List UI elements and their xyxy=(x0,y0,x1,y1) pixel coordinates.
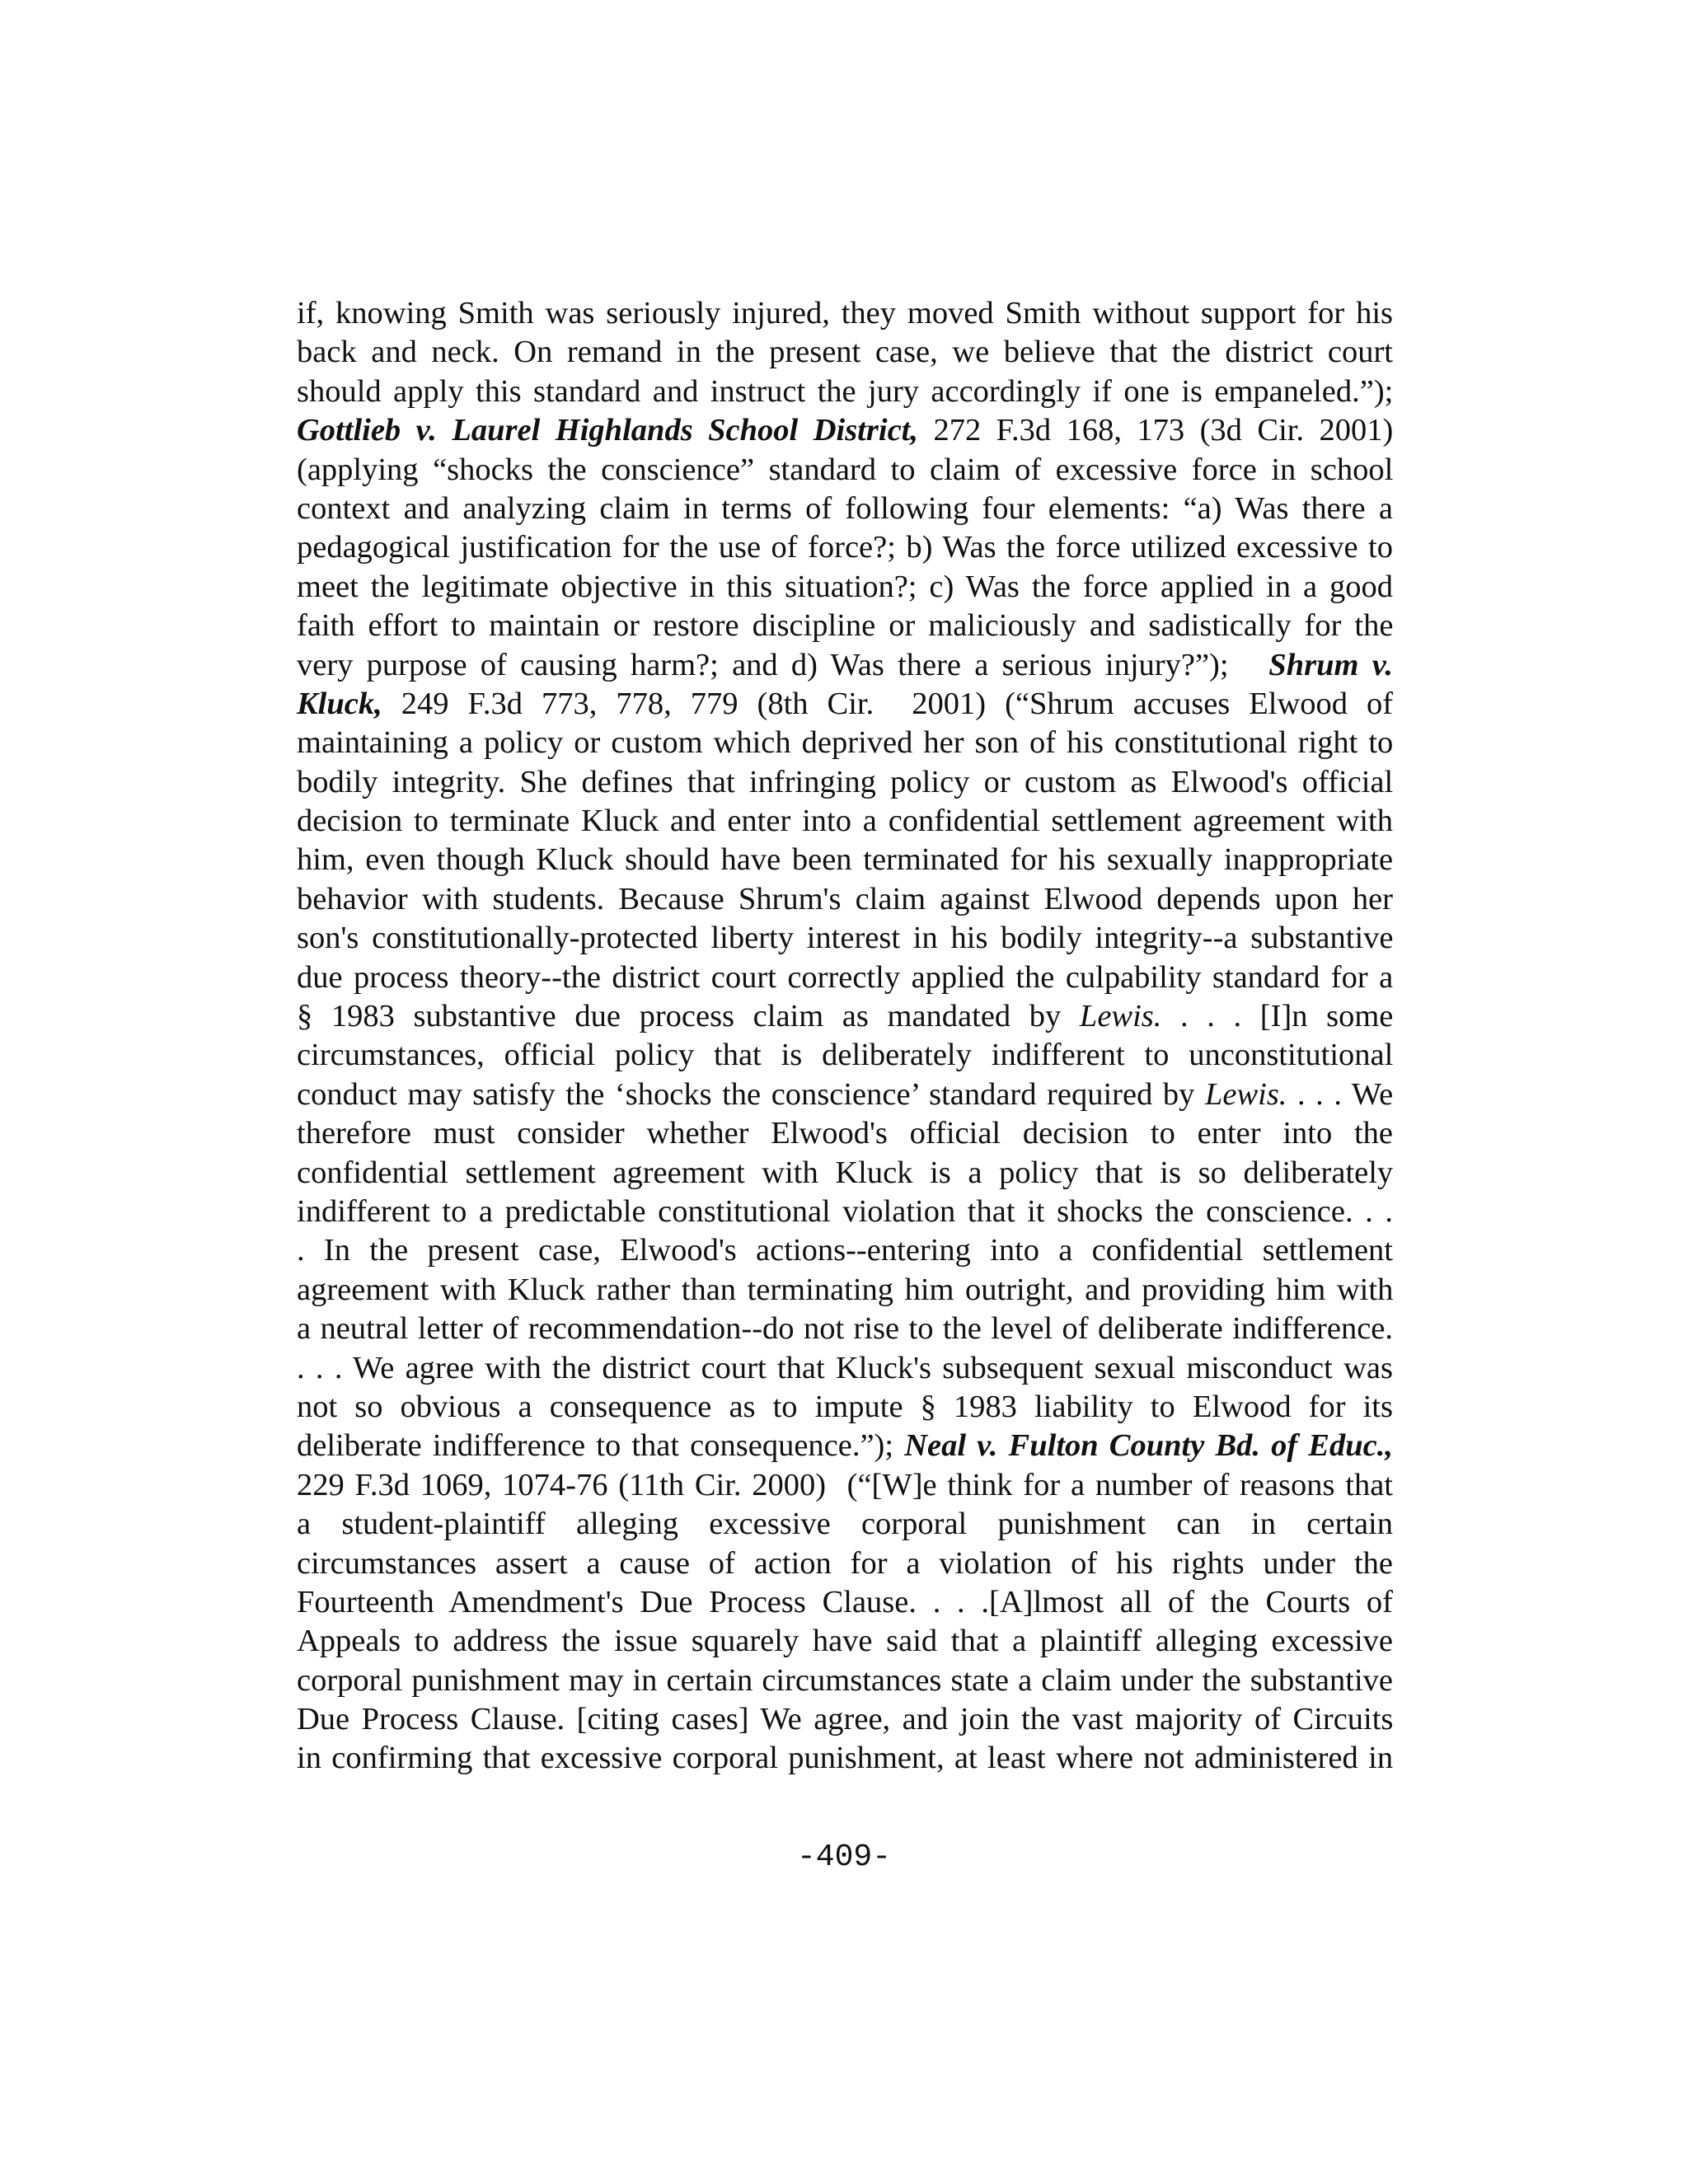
text-segment: faith effort to maintain or restore discipline or maliciously and sadistically for the xyxy=(297,608,1394,644)
text-line xyxy=(297,528,1393,567)
text-segment: . . . We agree with the district court that Kluck's subsequent sexual misconduct was xyxy=(297,1350,1393,1385)
text-segment: circumstances, official policy that is deliberately indifferent to unconstitutional xyxy=(297,1038,1394,1073)
text-line xyxy=(297,997,1393,1036)
text-line xyxy=(297,958,1393,997)
body-text xyxy=(297,294,1393,1779)
text-segment: Due Process Clause. [citing cases] We agree, and join the vast majority of Circuits xyxy=(297,1702,1394,1737)
text-segment: a student-plaintiff alleging excessive corporal punishment can in certain xyxy=(297,1507,1393,1542)
text-segment: corporal punishment may in certain circumstances state a claim under the substantive xyxy=(297,1662,1393,1698)
text-segment: . . . We xyxy=(1287,1076,1394,1112)
case-citation-name: Shrum v. xyxy=(1268,647,1393,682)
text-segment: confidential settlement agreement with Kluck is a policy that is so deliberately xyxy=(297,1155,1394,1190)
text-line xyxy=(297,1076,1393,1114)
text-line xyxy=(297,1661,1393,1700)
case-citation-name: Gottlieb v. Laurel Highlands School District, xyxy=(297,413,918,448)
text-line xyxy=(297,1427,1393,1465)
text-line xyxy=(297,841,1393,879)
text-line xyxy=(297,490,1393,528)
text-line xyxy=(297,1466,1393,1505)
text-line xyxy=(297,1583,1393,1622)
text-segment: him, even though Kluck should have been terminated for his sexually inappropriate xyxy=(297,842,1394,878)
text-line xyxy=(297,1739,1393,1778)
text-segment: Appeals to address the issue squarely have said that a plaintiff alleging excessive xyxy=(297,1624,1393,1659)
text-segment: 229 F.3d 1069, 1074-76 (11th Cir. 2000) (“[W]e think for a number of reasons that xyxy=(297,1467,1393,1502)
text-segment: if, knowing Smith was seriously injured, they moved Smith without support for his xyxy=(297,296,1393,330)
text-segment: 272 F.3d 168, 173 (3d Cir. 2001) xyxy=(917,413,1394,448)
text-segment: due process theory--the district court correctly applied the culpability standard for a xyxy=(297,959,1394,995)
text-line xyxy=(297,451,1393,490)
text-line xyxy=(297,724,1393,762)
text-segment: a neutral letter of recommendation--do not rise to the level of deliberate indifference. xyxy=(297,1311,1393,1347)
text-segment: therefore must consider whether Elwood's official decision to enter into the xyxy=(297,1116,1393,1151)
text-line xyxy=(297,1114,1393,1153)
case-citation-name: Kluck, xyxy=(297,686,382,721)
text-segment: context and analyzing claim in terms of following four elements: “a) Was there a xyxy=(297,490,1393,526)
text-segment: in confirming that excessive corporal punishment, at least where not administered in xyxy=(297,1741,1394,1776)
text-segment: son's constitutionally-protected liberty interest in his bodily integrity--a substantive xyxy=(297,921,1394,956)
text-line xyxy=(297,919,1393,958)
text-segment: back and neck. On remand in the present case, we believe that the district court xyxy=(297,335,1393,370)
text-line xyxy=(297,1505,1393,1544)
text-segment: Fourteenth Amendment's Due Process Clause. . . .[A]lmost all of the Courts of xyxy=(297,1584,1393,1619)
text-line xyxy=(297,685,1393,724)
text-segment: circumstances assert a cause of action for a violation of his rights under the xyxy=(297,1545,1393,1581)
text-segment: decision to terminate Kluck and enter into a confidential settlement agreement with xyxy=(297,804,1393,839)
text-line xyxy=(297,568,1393,607)
text-line xyxy=(297,802,1393,841)
text-line xyxy=(297,373,1393,411)
text-line xyxy=(297,607,1393,645)
text-line xyxy=(297,333,1393,372)
text-line xyxy=(297,1622,1393,1661)
text-line xyxy=(297,880,1393,919)
case-citation-name: Neal v. Fulton County Bd. of Educ., xyxy=(904,1428,1393,1464)
page-number: -409- xyxy=(796,1840,892,1875)
text-segment: meet the legitimate objective in this situation?; c) Was the force applied in a good xyxy=(297,569,1393,604)
text-line xyxy=(297,1349,1393,1388)
text-segment: 249 F.3d 773, 778, 779 (8th Cir. 2001) (“Shrum accuses Elwood of xyxy=(382,686,1394,721)
text-segment: . . . [I]n some xyxy=(1161,999,1394,1034)
text-segment: bodily integrity. She defines that infringing policy or custom as Elwood's official xyxy=(297,764,1394,799)
text-line xyxy=(297,1310,1393,1348)
text-segment: deliberate indifference to that consequence.”); xyxy=(297,1428,905,1464)
text-line xyxy=(297,1700,1393,1739)
text-line xyxy=(297,1154,1393,1193)
text-segment: behavior with students. Because Shrum's claim against Elwood depends upon her xyxy=(297,881,1393,916)
text-line xyxy=(297,294,1393,333)
italic-reference: Lewis. xyxy=(1204,1076,1287,1112)
text-segment: § 1983 substantive due process claim as mandated by xyxy=(297,999,1080,1034)
italic-reference: Lewis. xyxy=(1079,999,1162,1034)
text-segment: conduct may satisfy the ‘shocks the conscience’ standard required by xyxy=(297,1076,1205,1112)
text-line xyxy=(297,1271,1393,1310)
text-segment: indifferent to a predictable constitutional violation that it shocks the conscience. . . xyxy=(297,1193,1393,1229)
text-segment: . In the present case, Elwood's actions--entering into a confidential settlement xyxy=(297,1233,1393,1268)
text-line xyxy=(297,646,1393,685)
text-line xyxy=(297,1231,1393,1270)
text-line xyxy=(297,1193,1393,1231)
text-segment: maintaining a policy or custom which deprived her son of his constitutional right to xyxy=(297,725,1394,761)
text-line xyxy=(297,1036,1393,1075)
text-line xyxy=(297,763,1393,802)
text-segment: very purpose of causing harm?; and d) Was there a serious injury?”); xyxy=(297,647,1269,682)
text-line xyxy=(297,411,1393,450)
text-line xyxy=(297,1388,1393,1427)
text-segment: should apply this standard and instruct the jury accordingly if one is empaneled.”); xyxy=(297,373,1394,409)
text-segment: pedagogical justification for the use of force?; b) Was the force utilized excessive to xyxy=(297,530,1393,565)
text-segment: agreement with Kluck rather than terminating him outright, and providing him with xyxy=(297,1272,1394,1307)
text-segment: (applying “shocks the conscience” standard to claim of excessive force in school xyxy=(297,452,1394,487)
text-line xyxy=(297,1544,1393,1583)
text-segment: not so obvious a consequence as to impute § 1983 liability to Elwood for its xyxy=(297,1389,1393,1424)
